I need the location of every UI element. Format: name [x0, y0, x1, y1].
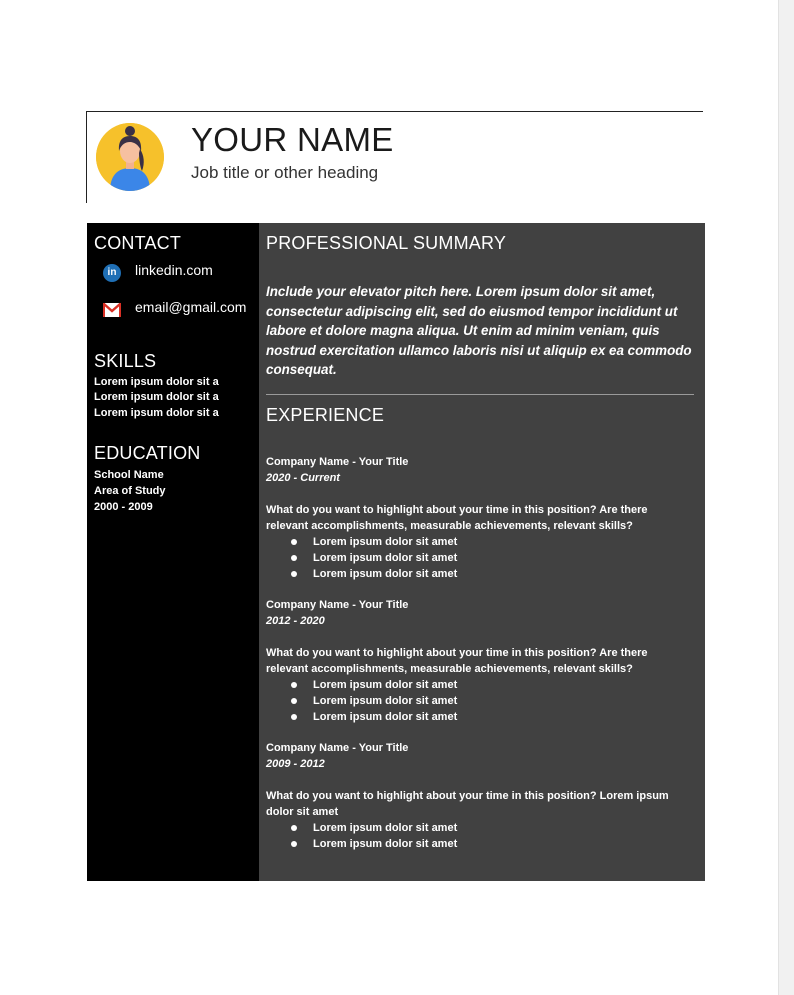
job-bullet: Lorem ipsum dolor sit amet: [313, 709, 698, 725]
section-divider: [266, 394, 694, 395]
experience-heading: EXPERIENCE: [266, 405, 385, 425]
contact-heading: CONTACT: [94, 233, 182, 253]
main-content: [259, 223, 705, 881]
job-company: Company Name - Your Title: [266, 742, 409, 754]
resume-header: [86, 111, 703, 203]
education-heading: EDUCATION: [94, 443, 201, 463]
summary-heading: PROFESSIONAL SUMMARY: [266, 233, 507, 253]
email-text[interactable]: email@gmail.com: [135, 299, 247, 315]
job-bullet-list: [266, 677, 698, 725]
job-dates: 2009 - 2012: [266, 758, 325, 770]
experience-entry: [266, 454, 698, 582]
header-top-rule: [86, 111, 703, 112]
job-bullet: Lorem ipsum dolor sit amet: [313, 693, 698, 709]
job-description: What do you want to highlight about your time in this position? Are there relevant accomplishments, measurable achievements, relevant skills?: [266, 504, 648, 532]
job-company: Company Name - Your Title: [266, 599, 409, 611]
education-years: 2000 - 2009: [94, 501, 153, 513]
linkedin-text[interactable]: linkedin.com: [135, 262, 213, 278]
sidebar: [87, 223, 259, 881]
resume-name: YOUR NAME: [191, 121, 394, 158]
skills-heading: SKILLS: [94, 351, 157, 371]
skill-item: Lorem ipsum dolor sit a: [94, 376, 219, 388]
skill-item: Lorem ipsum dolor sit a: [94, 391, 219, 403]
experience-entry: [266, 740, 698, 852]
job-dates: 2020 - Current: [266, 472, 340, 484]
job-bullet: Lorem ipsum dolor sit amet: [313, 534, 698, 550]
summary-text: Include your elevator pitch here. Lorem ipsum dolor sit amet, consectetur adipiscing elit, sed do eiusmod tempor incididunt ut labore et dolore magna aliqua. Ut enim ad minim veniam, quis nostrud exercitation ullamco laboris nisi ut aliquip ex ea commodo consequat.: [266, 284, 692, 377]
job-description: What do you want to highlight about your time in this position? Lorem ipsum dolor sit amet: [266, 790, 669, 818]
job-bullet: Lorem ipsum dolor sit amet: [313, 677, 698, 693]
job-bullet-list: [266, 820, 698, 852]
job-description: What do you want to highlight about your time in this position? Are there relevant accomplishments, measurable achievements, relevant skills?: [266, 647, 648, 675]
job-bullet: Lorem ipsum dolor sit amet: [313, 550, 698, 566]
education-school: School Name: [94, 469, 164, 481]
job-bullet: Lorem ipsum dolor sit amet: [313, 566, 698, 582]
education-area: Area of Study: [94, 485, 166, 497]
header-left-rule: [86, 111, 87, 203]
experience-entry: [266, 597, 698, 725]
job-bullet-list: [266, 534, 698, 582]
email-icon: [103, 303, 121, 317]
job-bullet: Lorem ipsum dolor sit amet: [313, 820, 698, 836]
job-company: Company Name - Your Title: [266, 456, 409, 468]
page-scroll-edge: [778, 0, 794, 995]
skill-item: Lorem ipsum dolor sit a: [94, 407, 219, 419]
job-title: Job title or other heading: [191, 163, 379, 182]
linkedin-icon: in: [103, 264, 121, 282]
job-dates: 2012 - 2020: [266, 615, 325, 627]
avatar-icon: [96, 123, 164, 191]
job-bullet: Lorem ipsum dolor sit amet: [313, 836, 698, 852]
